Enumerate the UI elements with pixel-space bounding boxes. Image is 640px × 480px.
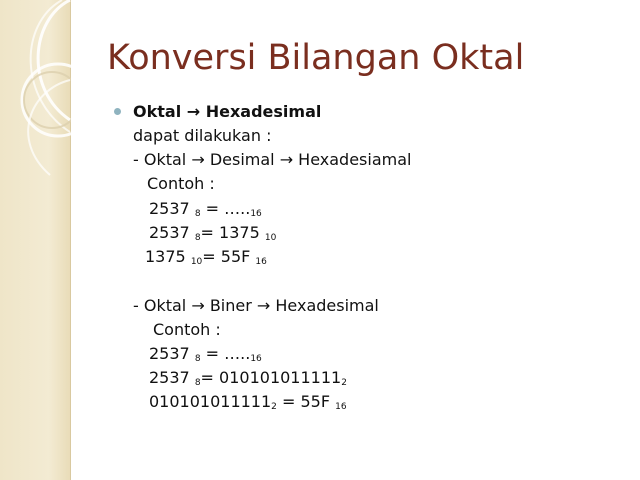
result: = ….. (205, 199, 251, 218)
result: = 010101011111 (200, 368, 342, 387)
base-subscript: 10 (190, 257, 203, 267)
slide-title: Konversi Bilangan Oktal (107, 38, 525, 78)
method2-example-line-1 (149, 344, 262, 369)
method2-example-line-3 (149, 392, 347, 417)
method1-example-line-2 (149, 223, 276, 248)
base-subscript: 2 (271, 402, 277, 412)
base-subscript: 16 (335, 402, 347, 412)
number: 2537 (149, 199, 190, 218)
number: 2537 (149, 223, 190, 242)
base-subscript: 8 (194, 354, 201, 364)
method1-example-line-3 (145, 247, 267, 272)
intro-text: dapat dilakukan : (133, 126, 272, 145)
base-subscript: 16 (250, 354, 262, 364)
method2-example-line-2 (149, 368, 347, 393)
result: = 1375 (200, 223, 260, 242)
base-subscript: 8 (194, 209, 201, 219)
base-subscript: 2 (341, 378, 347, 388)
base-subscript: 10 (264, 233, 277, 243)
number: 1375 (145, 247, 186, 266)
method2-example-label: Contoh : (153, 320, 221, 339)
result: = ….. (205, 344, 251, 363)
decorative-rings (0, 0, 71, 480)
decorative-side-panel (0, 0, 71, 480)
method1-example-line-1 (149, 199, 262, 224)
base-subscript: 16 (250, 209, 262, 219)
base-subscript: 8 (194, 233, 201, 243)
method1-steps: - Oktal → Desimal → Hexadesiamal (133, 150, 412, 169)
method1-example-label: Contoh : (147, 174, 215, 193)
section-heading: Oktal → Hexadesimal (133, 102, 322, 121)
method2-steps: - Oktal → Biner → Hexadesimal (133, 296, 379, 315)
number: 2537 (149, 344, 190, 363)
base-subscript: 8 (194, 378, 201, 388)
bullet-icon (114, 108, 121, 115)
number: 2537 (149, 368, 190, 387)
result: = 55F (281, 392, 331, 411)
result: = 55F (202, 247, 251, 266)
number: 010101011111 (149, 392, 272, 411)
base-subscript: 16 (255, 257, 267, 267)
